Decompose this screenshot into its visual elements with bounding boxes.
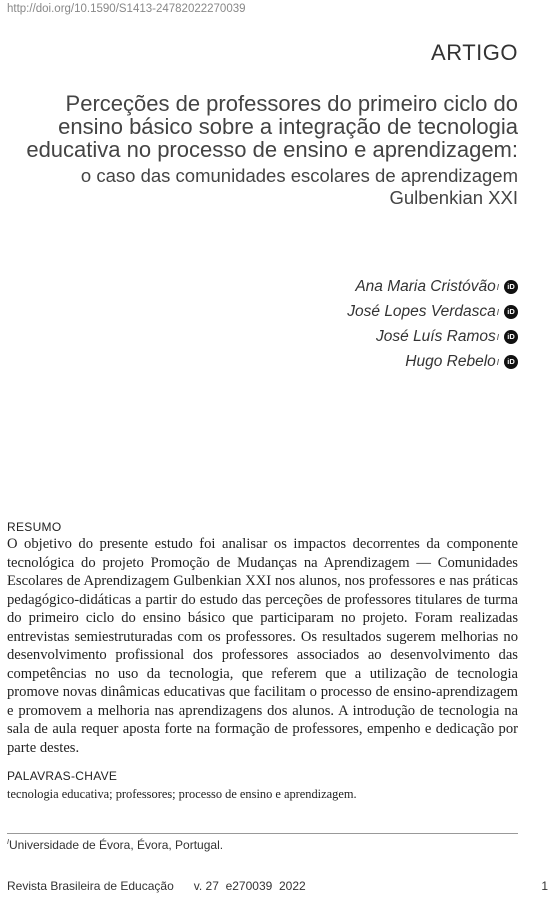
article-id: e270039 bbox=[225, 879, 273, 893]
author-affiliation: I bbox=[496, 308, 499, 317]
section-label: ARTIGO bbox=[431, 40, 518, 65]
publication-year: 2022 bbox=[278, 879, 306, 893]
title-block bbox=[18, 92, 518, 209]
footnote-text: Universidade de Évora, Évora, Portugal. bbox=[8, 838, 224, 852]
author-affiliation: I bbox=[496, 283, 499, 292]
abstract-heading: RESUMO bbox=[7, 520, 62, 534]
page-footer bbox=[7, 879, 306, 893]
author-name: José Lopes Verdasca bbox=[347, 302, 496, 320]
author-name: Hugo Rebelo bbox=[405, 352, 496, 370]
page-number: 1 bbox=[541, 879, 548, 893]
journal-name: Revista Brasileira de Educação bbox=[7, 879, 174, 893]
author-affiliation: I bbox=[496, 358, 499, 367]
doi-link[interactable]: http://doi.org/10.1590/S1413-24782022270039 bbox=[7, 3, 246, 15]
abstract-text: O objetivo do presente estudo foi analisar os impactos decorrentes da componente tecnológica do projeto Promoção de Mudanças na Aprendizagem — Comunidades Escolares de Aprendizagem Gulbenkian XXI nos alunos, nos professores e nas práticas pedagógico-didáticas a partir do estudo das perceções de professores titulares de turma do primeiro ciclo do ensino básico que participaram no projeto. Foram realizadas entrevistas semiestruturadas com os professores. Os resultados sugerem melhorias no desenvolvimento profissional dos professores associados ao desenvolvimento das competências no uso da tecnologia, que referem que a utilização de tecnologia promove novas dinâmicas educativas que facilitam o processo de ensino-aprendizagem e promovem a melhoria nas aprendizagens dos alunos. A introdução de tecnologia na sala de aula requer aposta forte na formação de professores, empenho e dedicação por parte destes. bbox=[7, 536, 518, 756]
article-title: Perceções de professores do primeiro ciclo do ensino básico sobre a integração de tecnologia educativa no processo de ensino e aprendizagem: bbox=[26, 91, 518, 162]
author-item bbox=[347, 349, 518, 374]
author-item bbox=[347, 324, 518, 349]
footnote-marker: I bbox=[7, 839, 9, 846]
keywords-heading: PALAVRAS-CHAVE bbox=[7, 769, 118, 783]
author-item bbox=[347, 299, 518, 324]
author-item bbox=[347, 274, 518, 299]
affiliation-footnote bbox=[7, 838, 223, 852]
article-subtitle: o caso das comunidades escolares de aprendizagem Gulbenkian XXI bbox=[80, 165, 518, 208]
author-name: Ana Maria Cristóvão bbox=[355, 277, 496, 295]
orcid-icon[interactable]: iD bbox=[504, 305, 518, 319]
orcid-icon[interactable]: iD bbox=[504, 280, 518, 294]
author-affiliation: I bbox=[496, 333, 499, 342]
journal-volume: v. 27 bbox=[193, 879, 219, 893]
author-list bbox=[347, 274, 518, 374]
keywords-text: tecnologia educativa; professores; processo de ensino e aprendizagem. bbox=[7, 787, 357, 801]
author-name: José Luís Ramos bbox=[376, 327, 496, 345]
orcid-icon[interactable]: iD bbox=[504, 355, 518, 369]
footnote-divider bbox=[7, 833, 518, 834]
orcid-icon[interactable]: iD bbox=[504, 330, 518, 344]
